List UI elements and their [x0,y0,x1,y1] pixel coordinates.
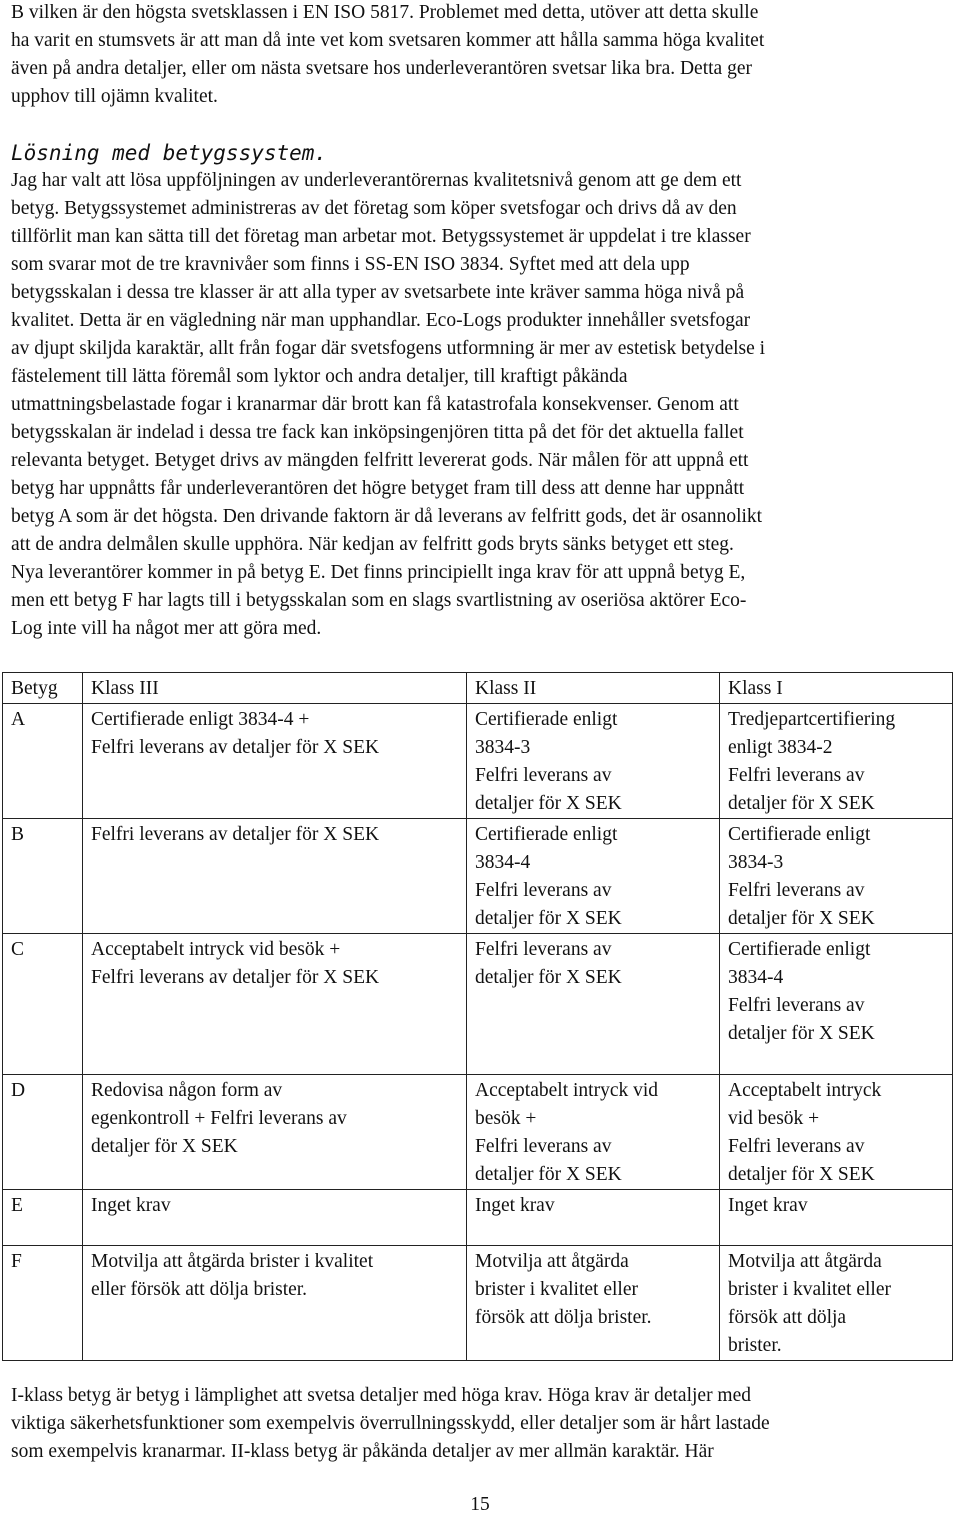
table-row [3,934,953,1075]
cell-line: Certifierade enligt [728,824,871,845]
klass3-cell [83,819,467,934]
cell-line: besök + [475,1108,537,1129]
text-line: fästelement till lätta föremål som lyktor och andra detaljer, till kraftigt påkända [11,366,628,387]
cell-line: brister. [728,1335,782,1356]
text-line: kvalitet. Detta är en vägledning när man upphandlar. Eco-Logs produkter innehåller svetsfogar [11,310,751,331]
cell-line: brister i kvalitet eller [475,1279,638,1300]
body-paragraph [11,167,951,643]
section-heading: Lösning med betygssystem. [11,141,328,165]
cell-line: 3834-3 [728,852,784,873]
table-row [3,1190,953,1246]
cell-line: Certifierade enligt [728,939,871,960]
grade-cell: E [3,1190,83,1246]
text-line: utmattningsbelastade fogar i kranarmar där brott kan få katastrofala konsekvenser. Genom att [11,394,739,415]
text-line: upphov till ojämn kvalitet. [11,86,218,107]
cell-line: Motvilja att åtgärda [728,1251,882,1272]
cell-line: 3834-4 [728,967,784,988]
text-line: som svarar mot de tre kravnivåer som finns i SS-EN ISO 3834. Syftet med att dela upp [11,254,690,275]
cell-line: 3834-3 [475,737,531,758]
text-line: tillförlit man kan sätta till det företag man arbetar mot. Betygssystemet är uppdelat i tre klasser [11,226,751,247]
cell-line: detaljer för X SEK [475,967,622,988]
cell-line: enligt 3834-2 [728,737,833,758]
cell-line: Felfri leverans av [728,880,865,901]
text-line: viktiga säkerhetsfunktioner som exempelvis överrullningsskydd, eller detaljer som är hårt lastade [11,1413,770,1434]
table-row [3,1075,953,1190]
klass3-cell [83,934,467,1075]
table-row [3,1246,953,1361]
klass2-cell [467,1246,720,1361]
cell-line: eller försök att dölja brister. [91,1279,308,1300]
cell-line: Felfri leverans av [728,765,865,786]
text-line: betygsskalan är indelad i dessa tre fack kan inköpsingenjören titta på det för det aktuella fallet [11,422,744,443]
cell-line: detaljer för X SEK [475,1164,622,1185]
cell-line: Motvilja att åtgärda [475,1251,629,1272]
cell-line: Tredjepartcertifiering [728,709,896,730]
cell-line: detaljer för X SEK [728,1164,875,1185]
text-line: men ett betyg F har lagts till i betygsskalan som en slags svartlistning av oseriösa aktörer Eco- [11,590,747,611]
grade-cell: D [3,1075,83,1190]
klass1-cell [720,819,953,934]
header-cell: Klass II [467,673,720,704]
cell-line: Felfri leverans av [475,765,612,786]
text-line: av djupt skiljda karaktär, allt från fogar där svetsfogens utformning är mer av estetisk betydelse i [11,338,766,359]
header-cell: Betyg [3,673,83,704]
cell-line: Felfri leverans av [475,939,612,960]
cell-line: 3834-4 [475,852,531,873]
cell-line: Felfri leverans av [475,880,612,901]
cell-line: detaljer för X SEK [728,1023,875,1044]
klass3-cell [83,1246,467,1361]
cell-line: detaljer för X SEK [728,908,875,929]
cell-line: Certifierade enligt [475,824,618,845]
text-line: Jag har valt att lösa uppföljningen av underleverantörernas kvalitetsnivå genom att ge dem ett [11,170,742,191]
grade-cell: B [3,819,83,934]
intro-paragraph [11,0,951,111]
text-line: I-klass betyg är betyg i lämplighet att svetsa detaljer med höga krav. Höga krav är detaljer med [11,1385,752,1406]
table-row [3,819,953,934]
cell-line: detaljer för X SEK [475,908,622,929]
klass1-cell [720,704,953,819]
klass3-cell [83,1075,467,1190]
cell-line: Acceptabelt intryck vid besök + [91,939,341,960]
cell-line: detaljer för X SEK [91,1136,238,1157]
cell-line: försök att dölja [728,1307,847,1328]
cell-line: Felfri leverans av detaljer för X SEK [91,967,380,988]
cell-line: Certifierade enligt 3834-4 + [91,709,310,730]
klass1-cell [720,1190,953,1246]
grade-cell: A [3,704,83,819]
header-cell: Klass I [720,673,953,704]
cell-line: Felfri leverans av detaljer för X SEK [91,737,380,758]
klass3-cell [83,1190,467,1246]
cell-line: Acceptabelt intryck vid [475,1080,659,1101]
klass2-cell [467,934,720,1075]
text-line: även på andra detaljer, eller om nästa svetsare hos underleverantören svetsar lika bra. Detta ger [11,58,752,79]
klass1-cell [720,934,953,1075]
text-line: B vilken är den högsta svetsklassen i EN ISO 5817. Problemet med detta, utöver att detta skulle [11,2,759,23]
grade-cell: C [3,934,83,1075]
cell-line: Motvilja att åtgärda brister i kvalitet [91,1251,374,1272]
text-line: betyg. Betygssystemet administreras av det företag som köper svetsfogar och drivs då av den [11,198,737,219]
cell-line: Certifierade enligt [475,709,618,730]
klass2-cell [467,704,720,819]
cell-line: brister i kvalitet eller [728,1279,891,1300]
cell-line: Inget krav [91,1195,171,1216]
cell-line: detaljer för X SEK [475,793,622,814]
table-row [3,704,953,819]
cell-line: Felfri leverans av [475,1136,612,1157]
grade-table [2,672,953,1361]
page-number: 15 [470,1494,490,1515]
klass2-cell [467,1190,720,1246]
text-line: som exempelvis kranarmar. II-klass betyg är påkända detaljer av mer allmän karaktär. Här [11,1441,714,1462]
cell-line: Redovisa någon form av [91,1080,283,1101]
cell-line: Inget krav [475,1195,555,1216]
text-line: att de andra delmålen skulle upphöra. När kedjan av felfritt gods bryts sänks betyget ett steg. [11,534,734,555]
cell-line: Felfri leverans av [728,1136,865,1157]
header-cell: Klass III [83,673,467,704]
text-line: ha varit en stumsvets är att man då inte vet kom svetsaren kommer att hålla samma höga kvalitet [11,30,765,51]
cell-line: vid besök + [728,1108,820,1129]
klass1-cell [720,1075,953,1190]
text-line: betygsskalan i dessa tre klasser är att alla typer av svetsarbete inte kräver samma höga nivå på [11,282,745,303]
cell-line: Felfri leverans av detaljer för X SEK [91,824,380,845]
text-line: Nya leverantörer kommer in på betyg E. Det finns principiellt inga krav för att uppnå betyg E, [11,562,746,583]
cell-line: försök att dölja brister. [475,1307,652,1328]
cell-line: detaljer för X SEK [728,793,875,814]
text-line: betyg A som är det högsta. Den drivande faktorn är då leverans av felfritt gods, det är osannolikt [11,506,763,527]
table-header-row [3,673,953,704]
cell-line: Acceptabelt intryck [728,1080,882,1101]
klass3-cell [83,704,467,819]
grade-cell: F [3,1246,83,1361]
klass2-cell [467,1075,720,1190]
cell-line: Inget krav [728,1195,808,1216]
klass2-cell [467,819,720,934]
text-line: Log inte vill ha något mer att göra med. [11,618,322,639]
cell-line: egenkontroll + Felfri leverans av [91,1108,347,1129]
text-line: relevanta betyget. Betyget drivs av mängden felfritt levererat gods. När målen för att uppnå ett [11,450,749,471]
cell-line: Felfri leverans av [728,995,865,1016]
text-line: betyg har uppnåtts får underleverantören det högre betyget fram till dess att denne har uppnått [11,478,745,499]
outro-paragraph [11,1382,951,1466]
klass1-cell [720,1246,953,1361]
